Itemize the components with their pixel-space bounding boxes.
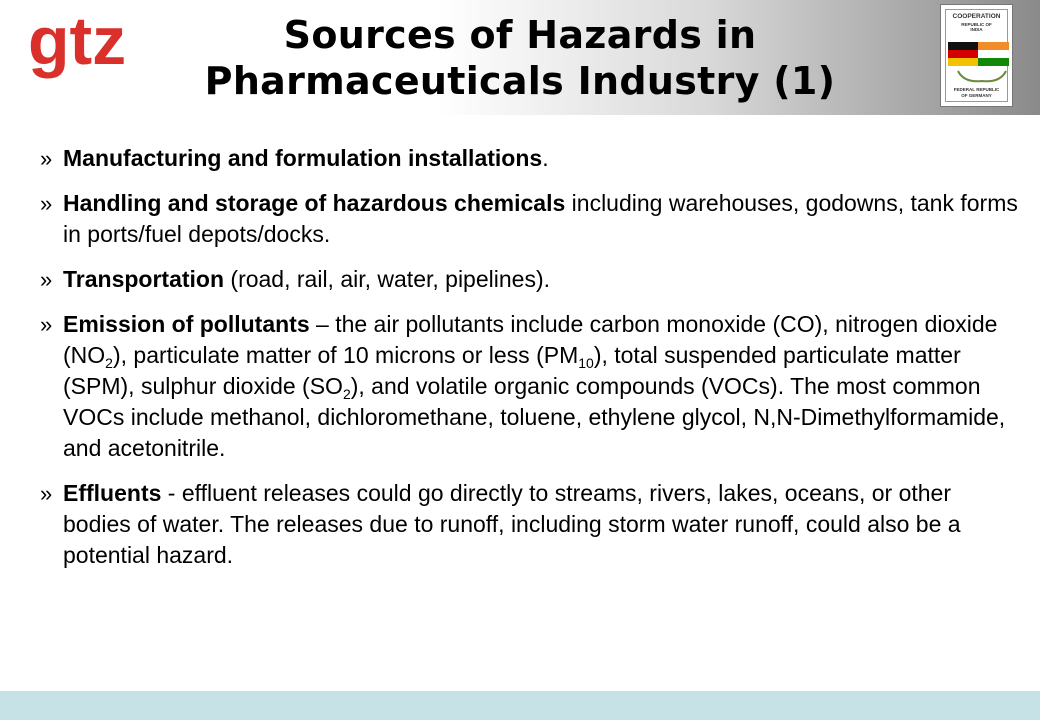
slide-title [200,12,840,104]
bullet-icon: » [40,267,53,292]
cooperation-emblem [940,4,1013,107]
item-heading: Effluents [63,480,162,506]
emblem-bottom [946,87,1007,98]
footer-bar [0,691,1040,720]
bullet-icon: » [40,481,53,506]
item-text: including warehouses, godowns, tank forms in ports/fuel depots/docks. [63,190,1018,247]
title-line-1: Sources of Hazards in [283,13,757,57]
emblem-bottom2: OF GERMANY [961,92,992,98]
list-item [40,188,1025,250]
laurel-icon [954,69,1010,83]
emblem-sub1: REPUBLIC OF [961,22,992,27]
item-text: ), total suspended particulate matter (SPM), sulphur dioxide (SO [63,342,961,399]
indian-flag-icon [978,42,1009,66]
item-text: ), and volatile organic compounds (VOCs). The most common VOCs include methanol, dichloromethane, toluene, ethylene glycol, N,N-Dimethylformamide, and acetonitrile. [63,373,1006,461]
item-text: . [542,145,549,171]
header-bar [0,0,1040,115]
emblem-title: COOPERATION [952,13,1001,20]
emblem-bottom1: FEDERAL REPUBLIC [953,87,1000,92]
item-heading: Handling and storage of hazardous chemicals [63,190,566,216]
subscript: 2 [105,355,113,371]
item-heading: Transportation [63,266,225,292]
list-item [40,264,1025,295]
item-text: - effluent releases could go directly to streams, rivers, lakes, oceans, or other bodies of water. The releases due to runoff, including storm water runoff, could also be a potential hazard. [63,480,961,568]
item-text: ), particulate matter of 10 microns or less (PM [112,342,579,368]
subscript: 10 [578,355,594,371]
list-item [40,309,1025,464]
item-heading: Manufacturing and formulation installations [63,145,543,171]
bullet-icon: » [40,191,53,216]
list-item [40,143,1025,174]
item-text: – the air pollutants include carbon monoxide (CO), nitrogen dioxide (NO [63,311,998,368]
item-heading: Emission of pollutants [63,311,310,337]
german-flag-icon [948,42,979,66]
bullet-icon: » [40,146,53,171]
list-item [40,478,1025,571]
gtz-logo [26,2,154,94]
bullet-list [40,143,1025,585]
emblem-subtitle [946,22,1007,32]
bullet-icon: » [40,312,53,337]
gtz-logo-text: gtz [28,3,127,79]
title-line-2: Pharmaceuticals Industry (1) [204,59,836,103]
emblem-frame [945,9,1008,102]
item-text: (road, rail, air, water, pipelines). [224,266,550,292]
emblem-sub2: INDIA [970,27,983,32]
subscript: 2 [342,386,351,402]
